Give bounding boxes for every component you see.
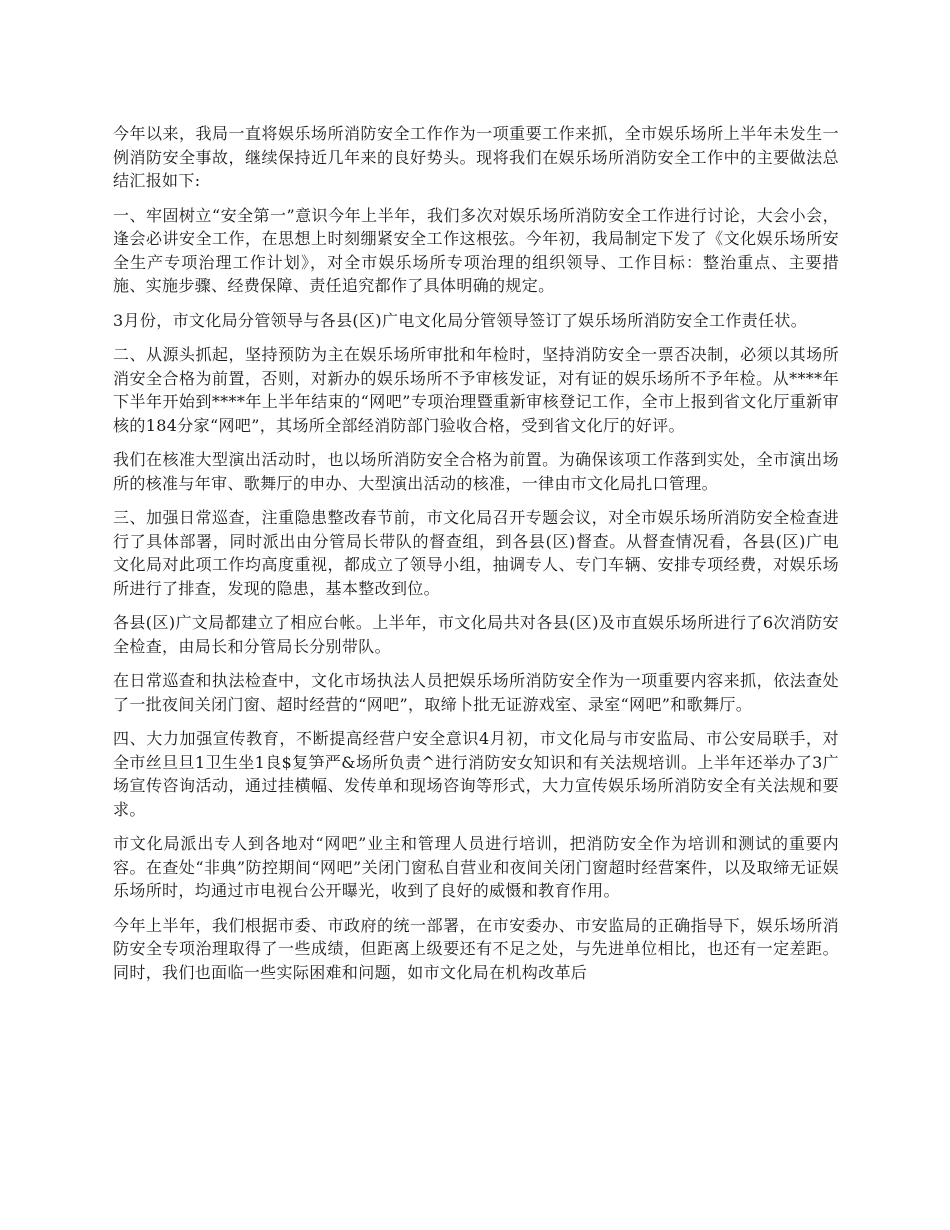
paragraph-section-two: 二、从源头抓起，坚持预防为主在娱乐场所审批和年检时，坚持消防安全一票否决制，必须以其场所消安全合格为前置，否则，对新办的娱乐场所不予审核发证，对有证的娱乐场所不予年检。从****年下半年开始到****年上半年结束的“网吧”专项治理暨重新审核登记工作，全市上报到省文化厅重新审核的184分家“网吧”，其场所全部经消防部门验收合格，受到省文化厅的好评。 — [113, 345, 839, 435]
document-page — [113, 122, 839, 995]
paragraph-section-one: 一、牢固树立“安全第一”意识今年上半年，我们多次对娱乐场所消防安全工作进行讨论，大会小会，逢会必讲安全工作，在思想上时刻绷紧安全工作这根弦。今年初，我局制定下发了《文化娱乐场所安全生产专项治理工作计划》，对全市娱乐场所专项治理的组织领导、工作目标：整治重点、主要措施、实施步骤、经费保障、责任追究都作了具体明确的规定。 — [113, 205, 839, 295]
paragraph-performance-approval: 我们在核准大型演出活动时，也以场所消防安全合格为前置。为确保该项工作落到实处，全市演出场所的核准与年审、歌舞厅的申办、大型演出活动的核准，一律由市文化局扎口管理。 — [113, 450, 839, 493]
paragraph-section-three: 三、加强日常巡查，注重隐患整改春节前，市文化局召开专题会议，对全市娱乐场所消防安全检查进行了具体部署，同时派出由分管局长带队的督查组，到各县(区)督查。从督查情况看，各县(区)广电文化局对此项工作均高度重视，都成立了领导小组，抽调专人、专门车辆、安排专项经费，对娱乐场所进行了排查，发现的隐患，基本整改到位。 — [113, 508, 839, 598]
paragraph-ledger: 各县(区)广文局都建立了相应台帐。上半年，市文化局共对各县(区)及市直娱乐场所进行了6次消防安全检查，由局长和分管局长分别带队。 — [113, 613, 839, 656]
paragraph-summary: 今年上半年，我们根据市委、市政府的统一部署，在市安委办、市安监局的正确指导下，娱乐场所消防安全专项治理取得了一些成绩，但距离上级要还有不足之处，与先进单位相比，也还有一定差距。同时，我们也面临一些实际困难和问题，如市文化局在机构改革后 — [113, 915, 839, 982]
paragraph-section-four: 四、大力加强宣传教育，不断提高经营户安全意识4月初，市文化局与市安监局、市公安局联手，对全市丝旦旦1卫生坐1良$复笋严&场所负责^进行消防安女知识和有关法规培训。上半年还举办了3广场宣传咨询活动，通过挂横幅、发传单和现场咨询等形式，大力宣传娱乐场所消防安全有关法规和要求。 — [113, 729, 839, 819]
paragraph-inspection: 在日常巡查和执法检查中，文化市场执法人员把娱乐场所消防安全作为一项重要内容来抓，依法查处了一批夜间关闭门窗、超时经营的“网吧”，取缔卜批无证游戏室、录室“网吧”和歌舞厅。 — [113, 671, 839, 714]
paragraph-responsibility: 3月份，市文化局分管领导与各县(区)广电文化局分管领导签订了娱乐场所消防安全工作责任状。 — [113, 310, 808, 330]
paragraph-intro: 今年以来，我局一直将娱乐场所消防安全工作作为一项重要工作来抓，全市娱乐场所上半年未发生一例消防安全事故，继续保持近几年来的良好势头。现将我们在娱乐场所消防安全工作中的主要做法总结汇报如下: — [113, 124, 839, 190]
paragraph-training: 市文化局派出专人到各地对“网吧”业主和管理人员进行培训，把消防安全作为培训和测试的重要内容。在查处“非典”防控期间“网吧”关闭门窗私自营业和夜间关闭门窗超时经营案件，以及取缔无证娱乐场所时，均通过市电视台公开曝光，收到了良好的威慑和教育作用。 — [113, 834, 839, 900]
